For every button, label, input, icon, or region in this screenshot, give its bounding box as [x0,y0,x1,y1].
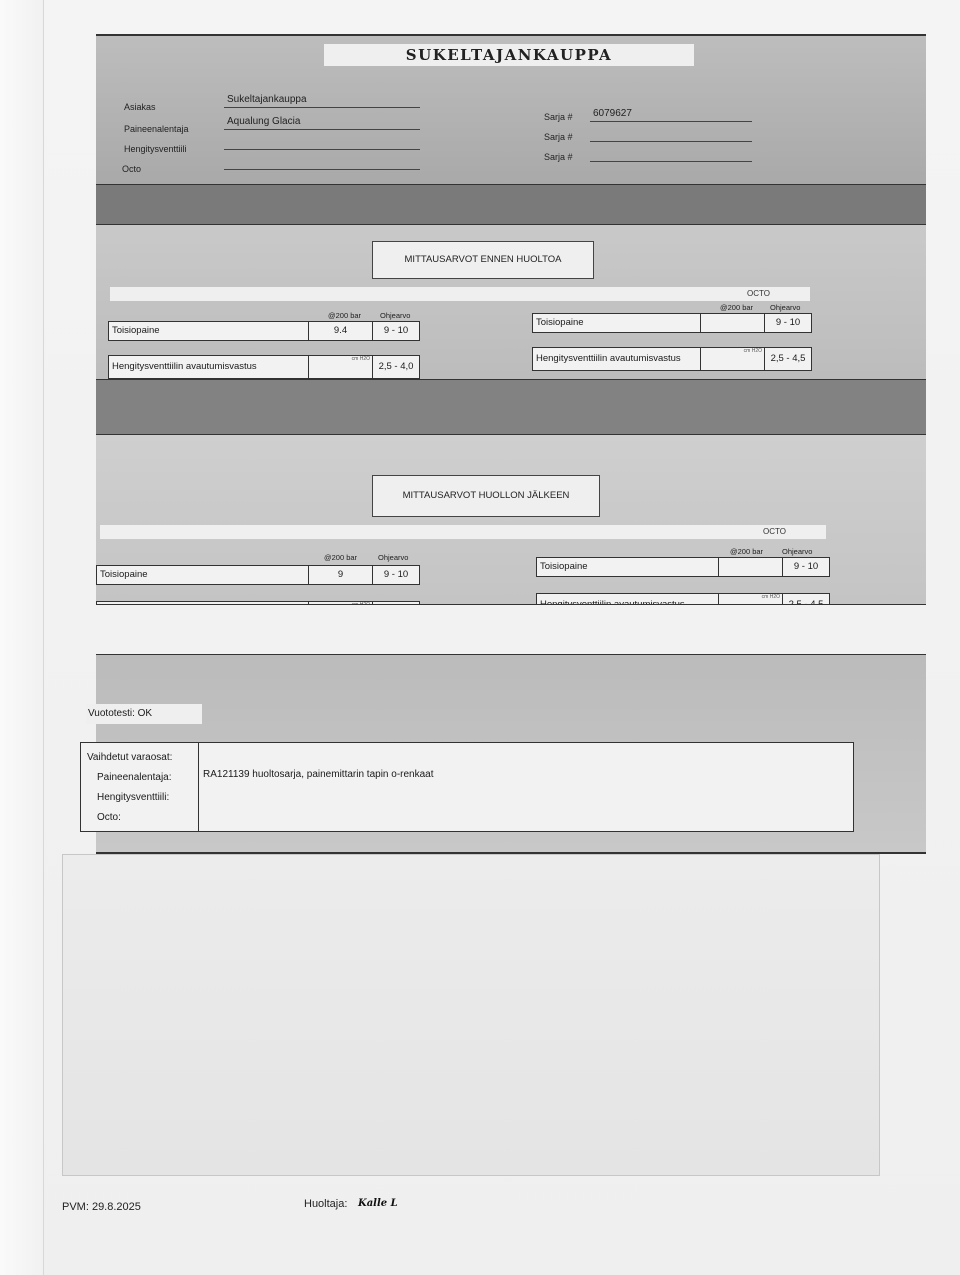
octo-field[interactable] [224,156,420,170]
after-right-col-ref: Ohjearvo [782,547,813,556]
after-right-toisio-row [536,557,830,577]
form-title: SUKELTAJANKAUPPA [324,44,694,66]
blank-band [96,604,926,654]
asiakas-label: Asiakas [124,102,156,112]
parts-octo-value[interactable] [203,809,853,829]
sarja1-field[interactable]: 6079627 [590,108,752,122]
hengitysventtiili-field[interactable] [224,136,420,150]
parts-octo-label: Octo: [97,812,121,823]
after-left-toisio-value[interactable]: 9 [309,566,373,584]
sarja2-label: Sarja # [544,132,573,142]
service-date: PVM: 29.8.2025 [62,1201,141,1213]
after-octo-strip: OCTO [100,525,826,539]
paineenalentaja-label: Paineenalentaja [124,124,189,134]
unit-label: cm H2O [743,348,762,354]
before-octo-strip: OCTO [110,287,810,301]
parts-paineenalentaja-value[interactable]: RA121139 huoltosarja, painemittarin tapin o-renkaat [203,769,434,780]
before-right-col-ref: Ohjearvo [770,303,801,312]
unit-label: cm H2O [761,594,780,600]
notes-area[interactable] [62,854,880,1176]
row-ref: 9 - 10 [383,569,409,580]
row-label: Hengitysventtiilin avautumisvastus [109,356,309,378]
parts-title: Vaihdetut varaosat: [87,752,173,763]
header-section [96,34,926,184]
parts-paineenalentaja-label: Paineenalentaja: [97,772,172,783]
before-right-toisio-row [532,313,812,333]
row-label: Hengitysventtiilin avautumisvastus [533,348,701,370]
asiakas-field[interactable]: Sukeltajankauppa [224,94,420,108]
row-ref: 9 - 10 [793,561,819,572]
parts-labels [81,743,199,831]
row-ref: 9 - 10 [775,317,801,328]
row-label: Toisiopaine [97,566,309,584]
sarja1-label: Sarja # [544,112,573,122]
parts-values[interactable] [199,743,853,831]
technician-label: Huoltaja: [304,1198,348,1210]
before-left-col-ref: Ohjearvo [380,311,411,320]
paineenalentaja-field[interactable]: Aqualung Glacia [224,116,420,130]
sarja3-label: Sarja # [544,152,573,162]
before-left-avautumis-value[interactable] [309,356,373,378]
after-right-col-bar: @200 bar [730,547,764,556]
parts-hengitysventtiili-value[interactable] [203,789,853,809]
paper-edge [0,0,44,1275]
before-left-toisio-row [108,321,420,341]
before-right-col-bar: @200 bar [720,303,754,312]
service-form [87,34,926,854]
row-ref: 2,5 - 4,0 [378,361,414,372]
row-ref: 2,5 - 4,5 [770,353,806,364]
divider-bar [96,184,926,224]
parts-hengitysventtiili-label: Hengitysventtiili: [97,792,170,803]
sarja3-field[interactable] [590,148,752,162]
before-right-avautumis-row [532,347,812,371]
after-title: MITTAUSARVOT HUOLLON JÄLKEEN [372,475,600,517]
before-right-toisio-value[interactable] [701,314,765,332]
unit-label: cm H2O [351,356,370,362]
before-right-avautumis-value[interactable] [701,348,765,370]
row-label: Toisiopaine [533,314,701,332]
row-ref: 9 - 10 [383,325,409,336]
before-left-avautumis-row [108,355,420,379]
before-left-col-bar: @200 bar [328,311,362,320]
before-title: MITTAUSARVOT ENNEN HUOLTOA [372,241,594,279]
after-left-toisio-row [96,565,420,585]
after-right-toisio-value[interactable] [719,558,783,576]
measurements-before-section [96,224,926,379]
hengitysventtiili-label: Hengitysventtiili [124,144,187,154]
after-left-col-ref: Ohjearvo [378,553,409,562]
technician-signature: Kalle L [358,1198,398,1209]
after-left-col-bar: @200 bar [324,553,358,562]
divider-bar [96,379,926,434]
octo-label: Octo [122,164,142,174]
before-left-toisio-value[interactable]: 9.4 [309,322,373,340]
row-label: Toisiopaine [109,322,309,340]
sarja2-field[interactable] [590,128,752,142]
leak-test-result[interactable]: Vuototesti: OK [86,704,202,724]
measurements-after-section [96,434,926,604]
replaced-parts-table [80,742,854,832]
row-label: Toisiopaine [537,558,719,576]
